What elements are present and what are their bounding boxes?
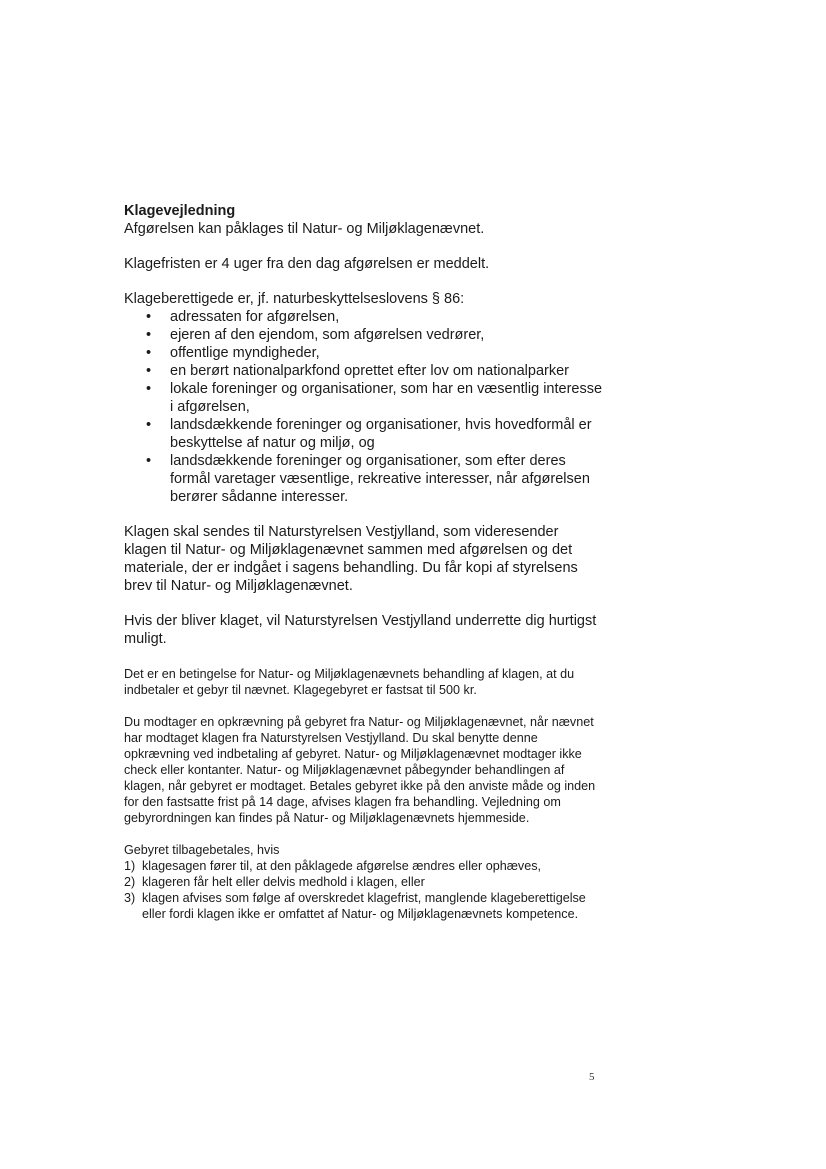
section-heading: Klagevejledning (124, 203, 236, 219)
bullet-icon: • (146, 327, 152, 343)
page-number: 5 (589, 1071, 595, 1083)
list-item: • ejeren af den ejendom, som afgørelsen vedrører, (146, 327, 485, 343)
eligible-list (124, 308, 604, 506)
bullet-icon: • (146, 363, 152, 379)
notify-paragraph: Hvis der bliver klaget, vil Naturstyrelsen Vestjylland underrette dig hurtigst muligt. (124, 613, 597, 647)
complaint-guidance-section (124, 202, 604, 922)
list-item: 3) klagen afvises som følge af overskredet klagefrist, manglende klageberettigelse eller fordi klagen ikke er omfattet af Natur- og Miljøklagenævnets kompetence. (124, 891, 586, 921)
list-item: • landsdækkende foreninger og organisationer, hvis hovedformål er beskyttelse af natur og miljø, og (146, 417, 592, 451)
fee-paragraph: Det er en betingelse for Natur- og Miljøklagenævnets behandling af klagen, at du indbetaler et gebyr til nævnet. Klagegebyret er fastsat til 500 kr. (124, 667, 575, 697)
list-item: • en berørt nationalparkfond oprettet efter lov om nationalparker (146, 363, 569, 379)
send-paragraph: Klagen skal sendes til Naturstyrelsen Vestjylland, som videresender klagen til Natur- og Miljøklagenævnet sammen med afgørelsen og det materiale, der er indgået i sagens behandling. Du får kopi af styrelsens brev til Natur- og Miljøklagenævnet. (124, 524, 578, 594)
bullet-icon: • (146, 345, 152, 361)
refund-list (124, 858, 604, 922)
refund-intro: Gebyret tilbagebetales, hvis (124, 843, 280, 857)
list-item: • lokale foreninger og organisationer, som har en væsentlig interesse i afgørelsen, (146, 381, 603, 415)
bullet-icon: • (146, 417, 152, 433)
bullet-icon: • (146, 309, 152, 325)
list-item: • offentlige myndigheder, (146, 345, 320, 361)
list-item: • adressaten for afgørelsen, (146, 309, 340, 325)
intro-paragraph: Afgørelsen kan påklages til Natur- og Miljøklagenævnet. (124, 221, 485, 237)
list-item: • landsdækkende foreninger og organisationer, som efter deres formål varetager væsentlige, rekreative interesser, når afgørelsen berører sådanne interesser. (146, 453, 590, 505)
eligible-intro: Klageberettigede er, jf. naturbeskyttelseslovens § 86: (124, 291, 465, 307)
bullet-icon: • (146, 381, 152, 397)
list-item: 2) klageren får helt eller delvis medhold i klagen, eller (124, 875, 425, 889)
list-item: 1) klagesagen fører til, at den påklagede afgørelse ændres eller ophæves, (124, 859, 542, 873)
deadline-paragraph: Klagefristen er 4 uger fra den dag afgørelsen er meddelt. (124, 256, 490, 272)
invoice-paragraph: Du modtager en opkrævning på gebyret fra Natur- og Miljøklagenævnet, når nævnet har modtaget klagen fra Naturstyrelsen Vestjylland. Du skal benytte denne opkrævning ved indbetaling af gebyret. Natur- og Miljøklagenævnet modtager ikke check eller kontanter. Natur- og Miljøklagenævnet påbegynder behandlingen af klagen, når gebyret er modtaget. Betales gebyret ikke på den anviste måde og inden for den fastsatte frist på 14 dage, afvises klagen fra behandling. Vejledning om gebyrordningen kan findes på Natur- og Miljøklagenævnets hjemmeside. (124, 715, 596, 825)
bullet-icon: • (146, 453, 152, 469)
